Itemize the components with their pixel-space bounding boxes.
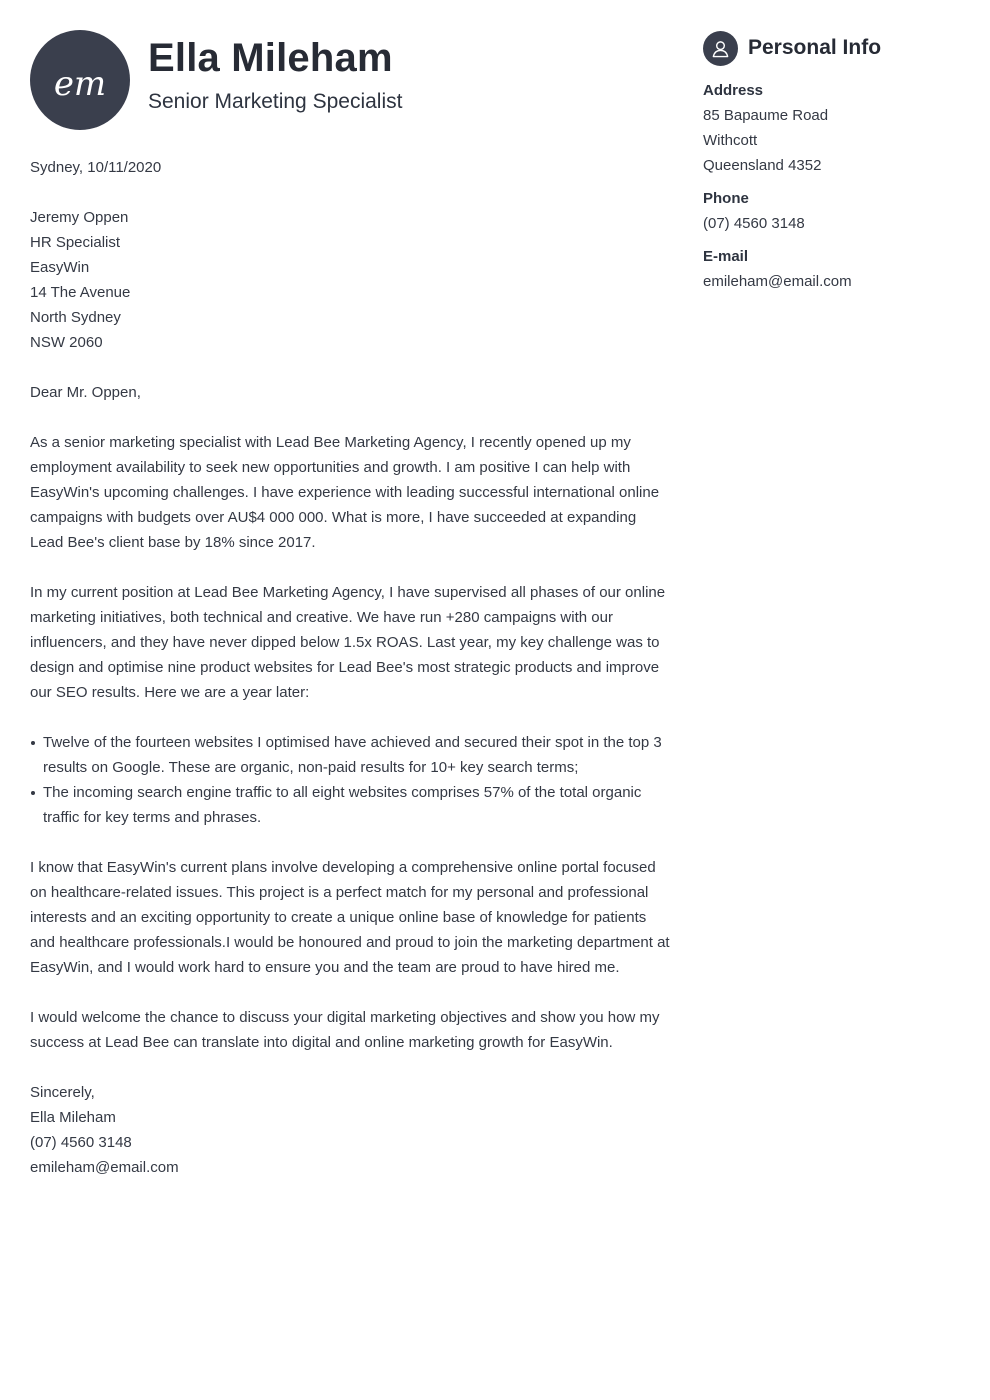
address-line: Withcott [703,132,758,149]
recipient-line: Jeremy Oppen [30,209,129,226]
email-value [703,269,973,294]
signature-email: emileham@email.com [30,1159,179,1176]
body-paragraph: I would welcome the chance to discuss your digital marketing objectives and show you how my success at Lead Bee can translate into digital and online marketing growth for EasyWin. [30,1009,660,1051]
letter-body [30,155,670,1205]
address-line: Queensland 4352 [703,157,822,174]
personal-info-title: Personal Info [748,36,882,59]
recipient-line: NSW 2060 [30,334,103,351]
applicant-job-title: Senior Marketing Specialist [148,90,403,113]
signature-phone: (07) 4560 3148 [30,1134,132,1151]
recipient-line: 14 The Avenue [30,284,131,301]
recipient-line: HR Specialist [30,234,121,251]
recipient-line: EasyWin [30,259,90,276]
person-icon [703,31,738,66]
closing: Sincerely, [30,1084,95,1101]
recipient-line: North Sydney [30,309,121,326]
email-address: emileham@email.com [703,273,852,290]
list-item: Twelve of the fourteen websites I optimised have achieved and secured their spot in the top 3 results on Google. These are organic, non-paid results for 10+ key search terms; [30,730,670,780]
phone-value [703,211,973,236]
body-paragraph: In my current position at Lead Bee Marketing Agency, I have supervised all phases of our online marketing initiatives, both technical and creative. We have run +280 campaigns with our influencers, and they have never dipped below 1.5x ROAS. Last year, my key challenge was to design and optimise nine product websites for Lead Bee's most strategic products and improve our SEO results. Here we are a year later: [30,584,666,701]
salutation: Dear Mr. Oppen, [30,384,141,401]
phone-number: (07) 4560 3148 [703,215,805,232]
letter-date: Sydney, 10/11/2020 [30,159,162,176]
address-value [703,103,973,178]
signature-name: Ella Mileham [30,1109,116,1126]
personal-info-sidebar [703,30,973,294]
list-item: The incoming search engine traffic to all eight websites comprises 57% of the total organic traffic for key terms and phrases. [30,780,670,830]
address-label: Address [703,82,764,99]
address-line: 85 Bapaume Road [703,107,829,124]
email-label: E-mail [703,248,749,265]
phone-label: Phone [703,190,749,207]
body-paragraph: As a senior marketing specialist with Lead Bee Marketing Agency, I recently opened up my employment availability to seek new opportunities and growth. I am positive I can help with EasyWin's upcoming challenges. I have experience with leading successful international online campaigns with budgets over AU$4 000 000. What is more, I have succeeded at expanding Lead Bee's client base by 18% since 2017. [30,434,660,551]
applicant-name: Ella Mileham [148,36,393,80]
signature-block [30,1080,670,1180]
achievements-list [30,730,670,830]
body-paragraph: I know that EasyWin's current plans involve developing a comprehensive online portal focused on healthcare-related issues. This project is a perfect match for my personal and professional interests and an exciting opportunity to create a unique online base of knowledge for patients and healthcare professionals.I would be honoured and proud to join the marketing department at EasyWin, and I would work hard to ensure you and the team are proud to have hired me. [30,859,670,976]
monogram-avatar [30,30,130,130]
personal-info-header [703,30,973,66]
monogram-text: em [53,64,107,104]
recipient-address [30,205,670,355]
